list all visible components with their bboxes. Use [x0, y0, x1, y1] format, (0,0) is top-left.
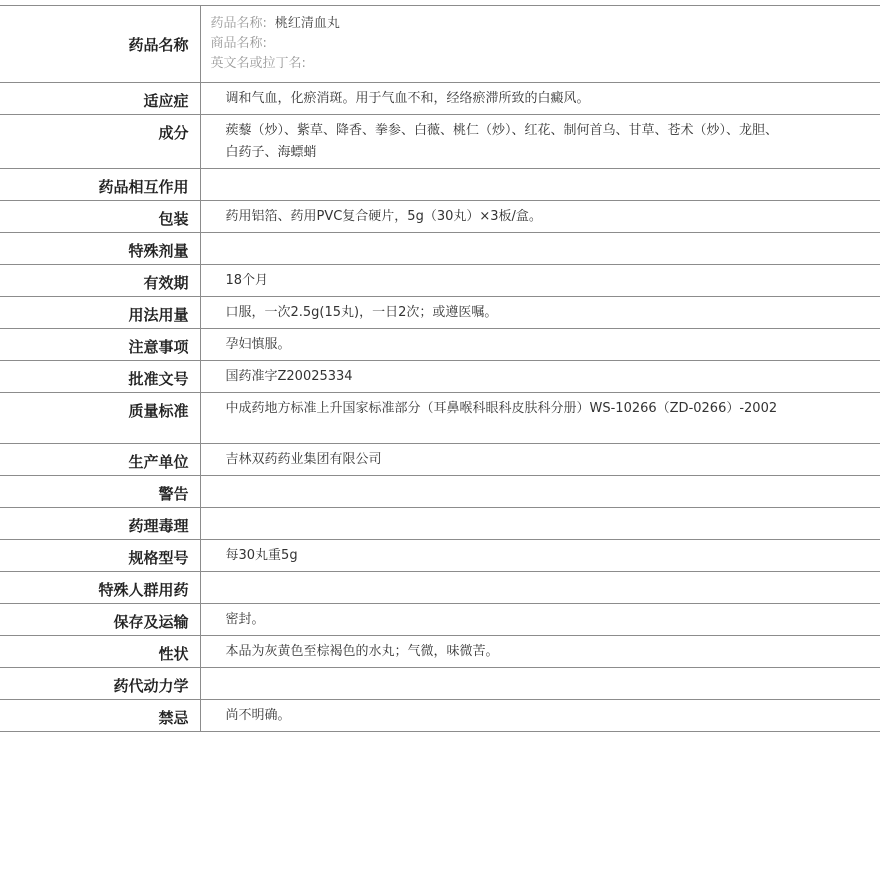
- trade-name-label: 商品名称:: [210, 36, 267, 51]
- generic-name-value: 桃红清血丸: [274, 16, 340, 31]
- shelf-life-row: [0, 265, 880, 297]
- contraindications-label: 禁忌: [0, 700, 200, 732]
- manufacturer-row: [0, 444, 880, 476]
- ingredients-value: 蒺藜（炒）、紫草、降香、拳参、白薇、桃仁（炒）、红花、制何首乌、甘草、苍术（炒）、龙胆、白药子、海螵蛸: [200, 115, 880, 169]
- storage-label: 保存及运输: [0, 604, 200, 636]
- quality-standard-value: 中成药地方标准上升国家标准部分（耳鼻喉科眼科皮肤科分册）WS-10266（ZD-0266）-2002: [200, 393, 880, 444]
- generic-name-line: [211, 14, 871, 34]
- english-name-line: [211, 54, 871, 74]
- approval-number-row: [0, 361, 880, 393]
- description-label: 性状: [0, 636, 200, 668]
- dosage-label: 用法用量: [0, 297, 200, 329]
- precautions-label: 注意事项: [0, 329, 200, 361]
- specification-label: 规格型号: [0, 540, 200, 572]
- special-dosage-value: [200, 233, 880, 265]
- storage-row: [0, 604, 880, 636]
- special-populations-label: 特殊人群用药: [0, 572, 200, 604]
- drug-spec-table: [0, 5, 880, 732]
- interactions-label: 药品相互作用: [0, 169, 200, 201]
- english-name-label: 英文名或拉丁名:: [210, 56, 306, 71]
- pharmacokinetics-label: 药代动力学: [0, 668, 200, 700]
- precautions-row: [0, 329, 880, 361]
- drug-name-row: [0, 6, 880, 83]
- storage-value: 密封。: [200, 604, 880, 636]
- quality-standard-label: 质量标准: [0, 393, 200, 444]
- shelf-life-label: 有效期: [0, 265, 200, 297]
- pharmacology-row: [0, 508, 880, 540]
- warning-label: 警告: [0, 476, 200, 508]
- pharmacokinetics-value: [200, 668, 880, 700]
- manufacturer-value: 吉林双药药业集团有限公司: [200, 444, 880, 476]
- dosage-value: 口服，一次2.5g(15丸)，一日2次；或遵医嘱。: [200, 297, 880, 329]
- pharmacology-value: [200, 508, 880, 540]
- indications-row: [0, 83, 880, 115]
- contraindications-row: [0, 700, 880, 732]
- pharmacology-label: 药理毒理: [0, 508, 200, 540]
- special-populations-value: [200, 572, 880, 604]
- approval-number-label: 批准文号: [0, 361, 200, 393]
- special-dosage-label: 特殊剂量: [0, 233, 200, 265]
- dosage-row: [0, 297, 880, 329]
- packaging-row: [0, 201, 880, 233]
- ingredients-label: 成分: [0, 115, 200, 169]
- shelf-life-value: 18个月: [200, 265, 880, 297]
- description-row: [0, 636, 880, 668]
- quality-standard-row: [0, 393, 880, 444]
- trade-name-line: [211, 34, 871, 54]
- warning-value: [200, 476, 880, 508]
- precautions-value: 孕妇慎服。: [200, 329, 880, 361]
- drug-name-details: [200, 6, 880, 83]
- warning-row: [0, 476, 880, 508]
- indications-label: 适应症: [0, 83, 200, 115]
- ingredients-row: [0, 115, 880, 169]
- generic-name-label: 药品名称:: [210, 16, 267, 31]
- interactions-value: [200, 169, 880, 201]
- packaging-label: 包装: [0, 201, 200, 233]
- approval-number-value: 国药准字Z20025334: [200, 361, 880, 393]
- special-dosage-row: [0, 233, 880, 265]
- interactions-row: [0, 169, 880, 201]
- drug-name-label: 药品名称: [0, 6, 200, 83]
- pharmacokinetics-row: [0, 668, 880, 700]
- description-value: 本品为灰黄色至棕褐色的水丸；气微，味微苦。: [200, 636, 880, 668]
- contraindications-value: 尚不明确。: [200, 700, 880, 732]
- specification-row: [0, 540, 880, 572]
- specification-value: 每30丸重5g: [200, 540, 880, 572]
- special-populations-row: [0, 572, 880, 604]
- manufacturer-label: 生产单位: [0, 444, 200, 476]
- indications-value: 调和气血，化瘀消斑。用于气血不和，经络瘀滞所致的白癜风。: [200, 83, 880, 115]
- packaging-value: 药用铝箔、药用PVC复合硬片，5g（30丸）×3板/盒。: [200, 201, 880, 233]
